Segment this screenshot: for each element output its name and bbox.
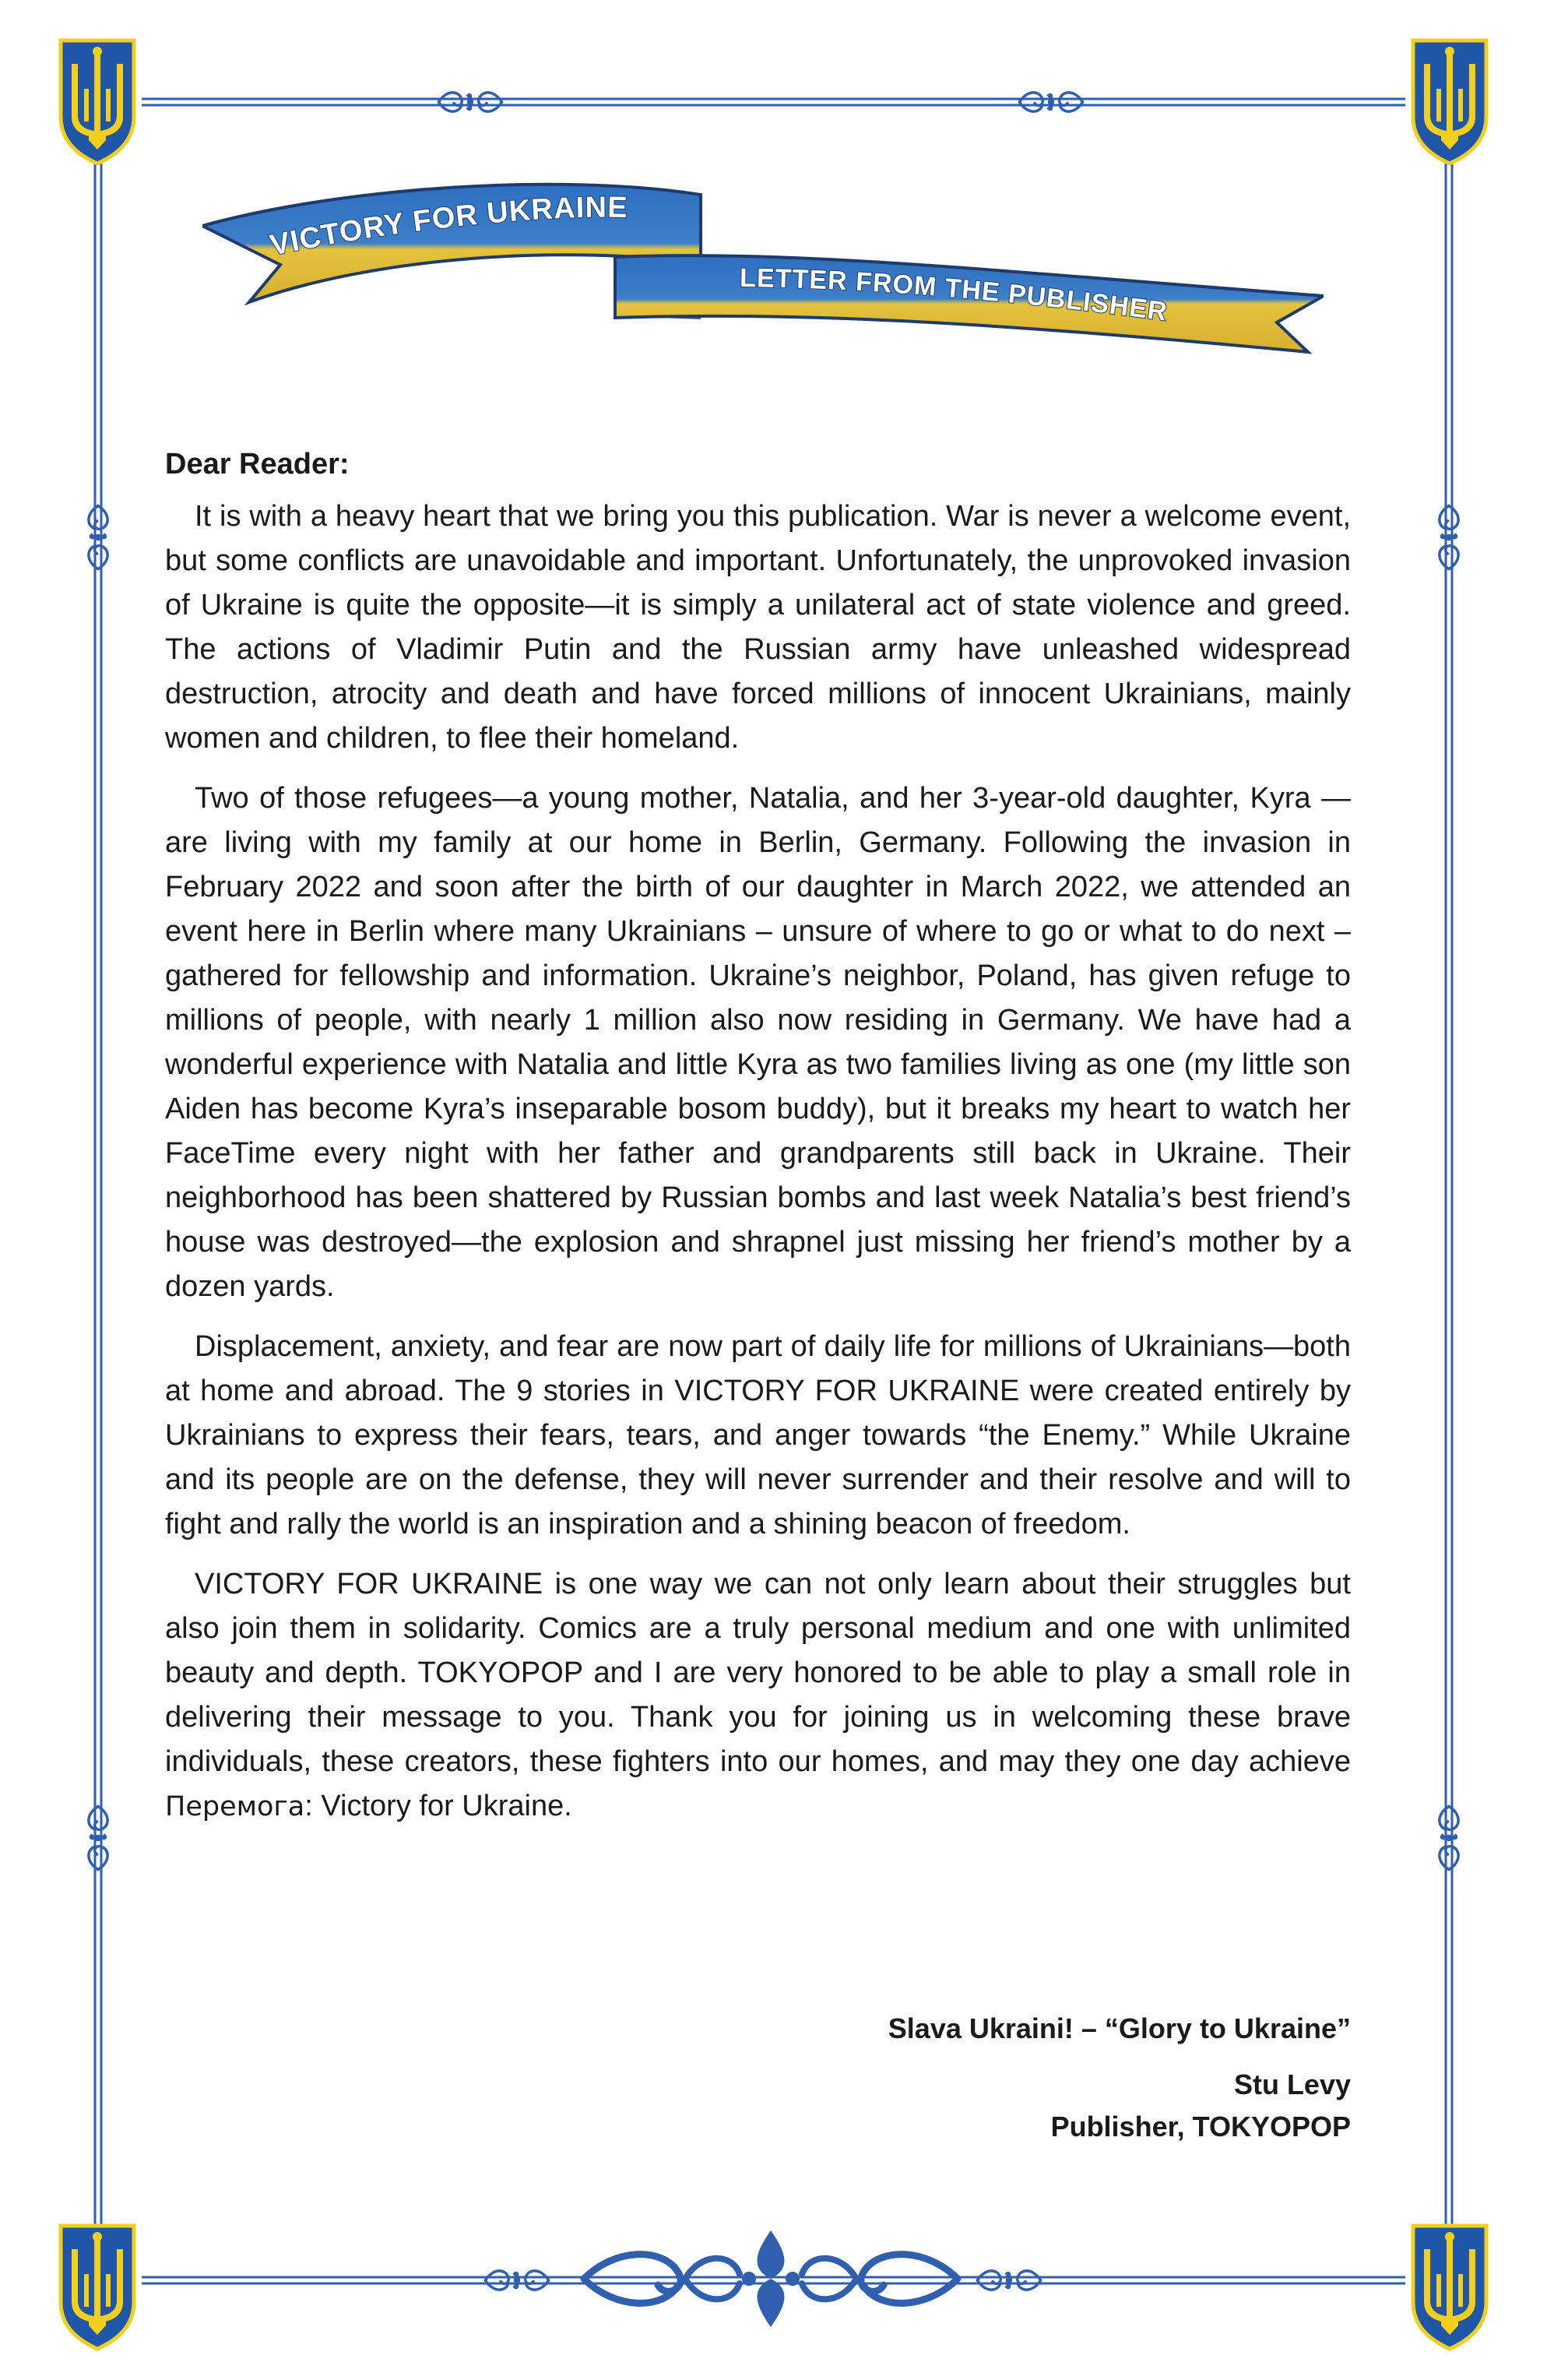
letter-body bbox=[165, 442, 1351, 1845]
ukrainian-word: Перемога bbox=[165, 1791, 305, 1822]
banner-left-text: VICTORY FOR UKRAINE bbox=[267, 191, 629, 262]
salutation: Dear Reader: bbox=[165, 448, 350, 481]
paragraph-4-end: : Victory for Ukraine. bbox=[304, 1790, 572, 1822]
paragraph-4 bbox=[165, 1562, 1351, 1829]
paragraph-4-text: VICTORY FOR UKRAINE is one way we can not only learn about their struggles but also join them in solidarity. Comics are a truly personal medium and one with unlimited beauty and depth. TOKYOPOP and I are very honored to be able to play a small role in delivering their message to you. Thank you for joining us in welcoming these brave individuals, these creators, these fighters into our homes, and may they one day achieve bbox=[165, 1568, 1351, 1778]
signer-title: Publisher, TOKYOPOP bbox=[1050, 2111, 1351, 2142]
signature-block bbox=[888, 2008, 1351, 2148]
paragraph-1: It is with a heavy heart that we bring you this publication. War is never a welcome event, but some conflicts are unavoidable and important. Unfortunately, the unprovoked invasion of Ukraine is quite the opposite—it is simply a unilateral act of state violence and greed. The actions of Vladimir Putin and the Russian army have unleashed widespread destruction, atrocity and death and have forced millions of innocent Ukrainians, mainly women and children, to flee their homeland. bbox=[165, 500, 1351, 755]
paragraph-2: Two of those refugees—a young mother, Natalia, and her 3-year-old daughter, Kyra —are living with my family at our home in Berlin, Germany. Following the invasion in February 2022 and soon after the birth of our daughter in March 2022, we attended an event here in Berlin where many Ukrainians – unsure of where to go or what to do next – gathered for fellowship and information. Ukraine’s neighbor, Poland, has given refuge to millions of people, with nearly 1 million also now residing in Germany. We have had a wonderful experience with Natalia and little Kyra as two families living as one (my little son Aiden has become Kyra’s inseparable bosom buddy), but it breaks my heart to watch her FaceTime every night with her father and grandparents still back in Ukraine. Their neighborhood has been shattered by Russian bombs and last week Natalia’s best friend’s house was destroyed—the explosion and shrapnel just missing her friend’s mother by a dozen yards. bbox=[165, 782, 1351, 1303]
banner-right-text: LETTER FROM THE PUBLISHER bbox=[739, 262, 1169, 327]
closing-slogan: Slava Ukraini! – “Glory to Ukraine” bbox=[888, 2012, 1351, 2044]
title-banner bbox=[202, 179, 1324, 358]
signer-name: Stu Levy bbox=[1233, 2068, 1351, 2100]
paragraph-3: Displacement, anxiety, and fear are now part of daily life for millions of Ukrainians—both at home and abroad. The 9 stories in VICTORY FOR UKRAINE were created entirely by Ukrainians to express their fears, tears, and anger towards “the Enemy.” While Ukraine and its people are on the defense, they will never surrender and their resolve and will to fight and rally the world is an inspiration and a shining beacon of freedom. bbox=[165, 1330, 1351, 1540]
